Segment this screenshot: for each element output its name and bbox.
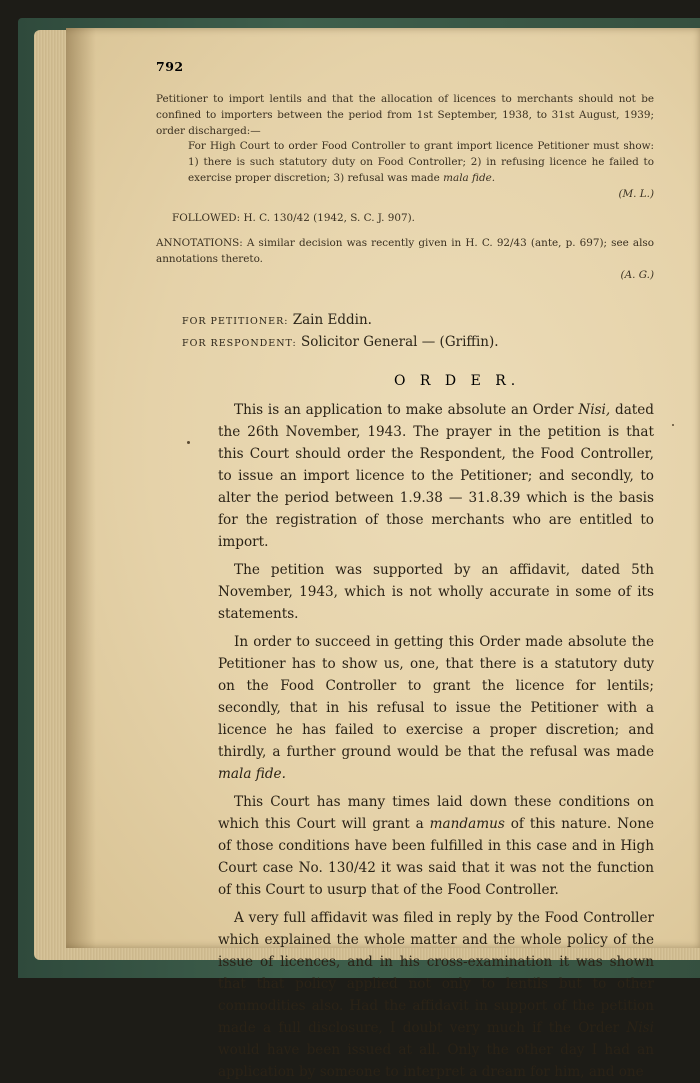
body-p1-start: This is an application to make absolute an Order	[234, 402, 579, 418]
petitioner-name: Zain Eddin.	[292, 312, 372, 328]
headnote-holding-text: For High Court to order Food Controller to grant import licence Petitioner must show: 1) there is such statutory duty on Food Controller; 2) in refusing licence he failed to exercise proper discretion; 3) refusal was made	[188, 140, 654, 184]
annotations-note: ANNOTATIONS: A similar decision was recently given in H. C. 92/43 (ante, p. 697); see also annotations thereto.	[156, 237, 654, 266]
respondent-label: FOR RESPONDENT:	[182, 338, 297, 349]
page-number: 792	[156, 59, 184, 74]
respondent-name: Solicitor General — (Griffin).	[301, 334, 499, 350]
order-heading: O R D E R.	[394, 373, 521, 389]
counsel-respondent	[182, 334, 622, 350]
judgment-body	[218, 399, 654, 1083]
headnote-summary: Petitioner to import lentils and that the allocation of licences to merchants should not be confined to importers between the period from 1st September, 1938, to 31st August, 1939; order discharged:—	[156, 93, 654, 137]
body-p1-end: dated the 26th November, 1943. The prayer in the petition is that this Court should order the Respondent, the Food Controller, to issue an import licence to the Petitioner; and secondly, to alter the period between 1.9.38 — 31.8.39 which is the basis for the registration of those merchants who are entitled to import.	[218, 402, 655, 550]
petitioner-label: FOR PETITIONER:	[182, 316, 289, 327]
headnote-holding-italic: mala fide.	[443, 171, 496, 184]
ink-speck	[187, 441, 190, 444]
body-p4-italic: mandamus	[429, 816, 505, 832]
body-paragraph-2: The petition was supported by an affidavit, dated 5th November, 1943, which is not wholly accurate in some of its statements.	[218, 562, 654, 622]
body-p4-end: of this nature. None of those conditions have been fulfilled in this case and in High Court case No. 130/42 it was said that it was not the function of this Court to usurp that of the Food Controller.	[218, 816, 654, 898]
body-paragraph-3	[218, 631, 654, 785]
ink-speck	[672, 424, 674, 426]
body-p5-italic: Nisi	[626, 1020, 654, 1036]
body-p5-end: would have been issued at all. Only the other day I had an application by someone to interpret a dream for him, and one	[218, 1042, 654, 1080]
body-paragraph-4	[218, 791, 654, 901]
followed-citation: FOLLOWED: H. C. 130/42 (1942, S. C. J. 907).	[172, 211, 415, 224]
counsel-petitioner	[182, 312, 622, 328]
body-paragraph-5	[218, 907, 654, 1083]
body-p4-start: This Court has many times laid down these conditions on which this Court will grant a	[218, 794, 654, 832]
body-p3-start: In order to succeed in getting this Order made absolute the Petitioner has to show us, one, that there is a statutory duty on the Food Controller to grant the licence for lentils; secondly, that in his refusal to issue the Petitioner with a licence he has failed to exercise a proper discretion; and thirdly, a further ground would be that the refusal was made	[218, 634, 654, 760]
headnote-holding	[156, 139, 654, 186]
body-p5-start: A very full affidavit was filed in reply by the Food Controller which explained the whole matter and the whole policy of the issue of licences, and in his cross-examination it was shown that that policy applied not only to lentils but to other commodities also. Had the affidavit in support of the petition made a full disclosure, I doubt very much if the Order	[218, 910, 654, 1036]
editor-initials-ml: (M. L.)	[618, 187, 654, 200]
body-p1-italic: Nisi,	[578, 402, 611, 418]
gutter-shadow	[66, 28, 96, 948]
headnote	[156, 92, 654, 284]
body-p3-italic: mala fide.	[218, 766, 286, 782]
body-paragraph-1	[218, 399, 654, 553]
editor-initials-ag: (A. G.)	[620, 268, 654, 281]
